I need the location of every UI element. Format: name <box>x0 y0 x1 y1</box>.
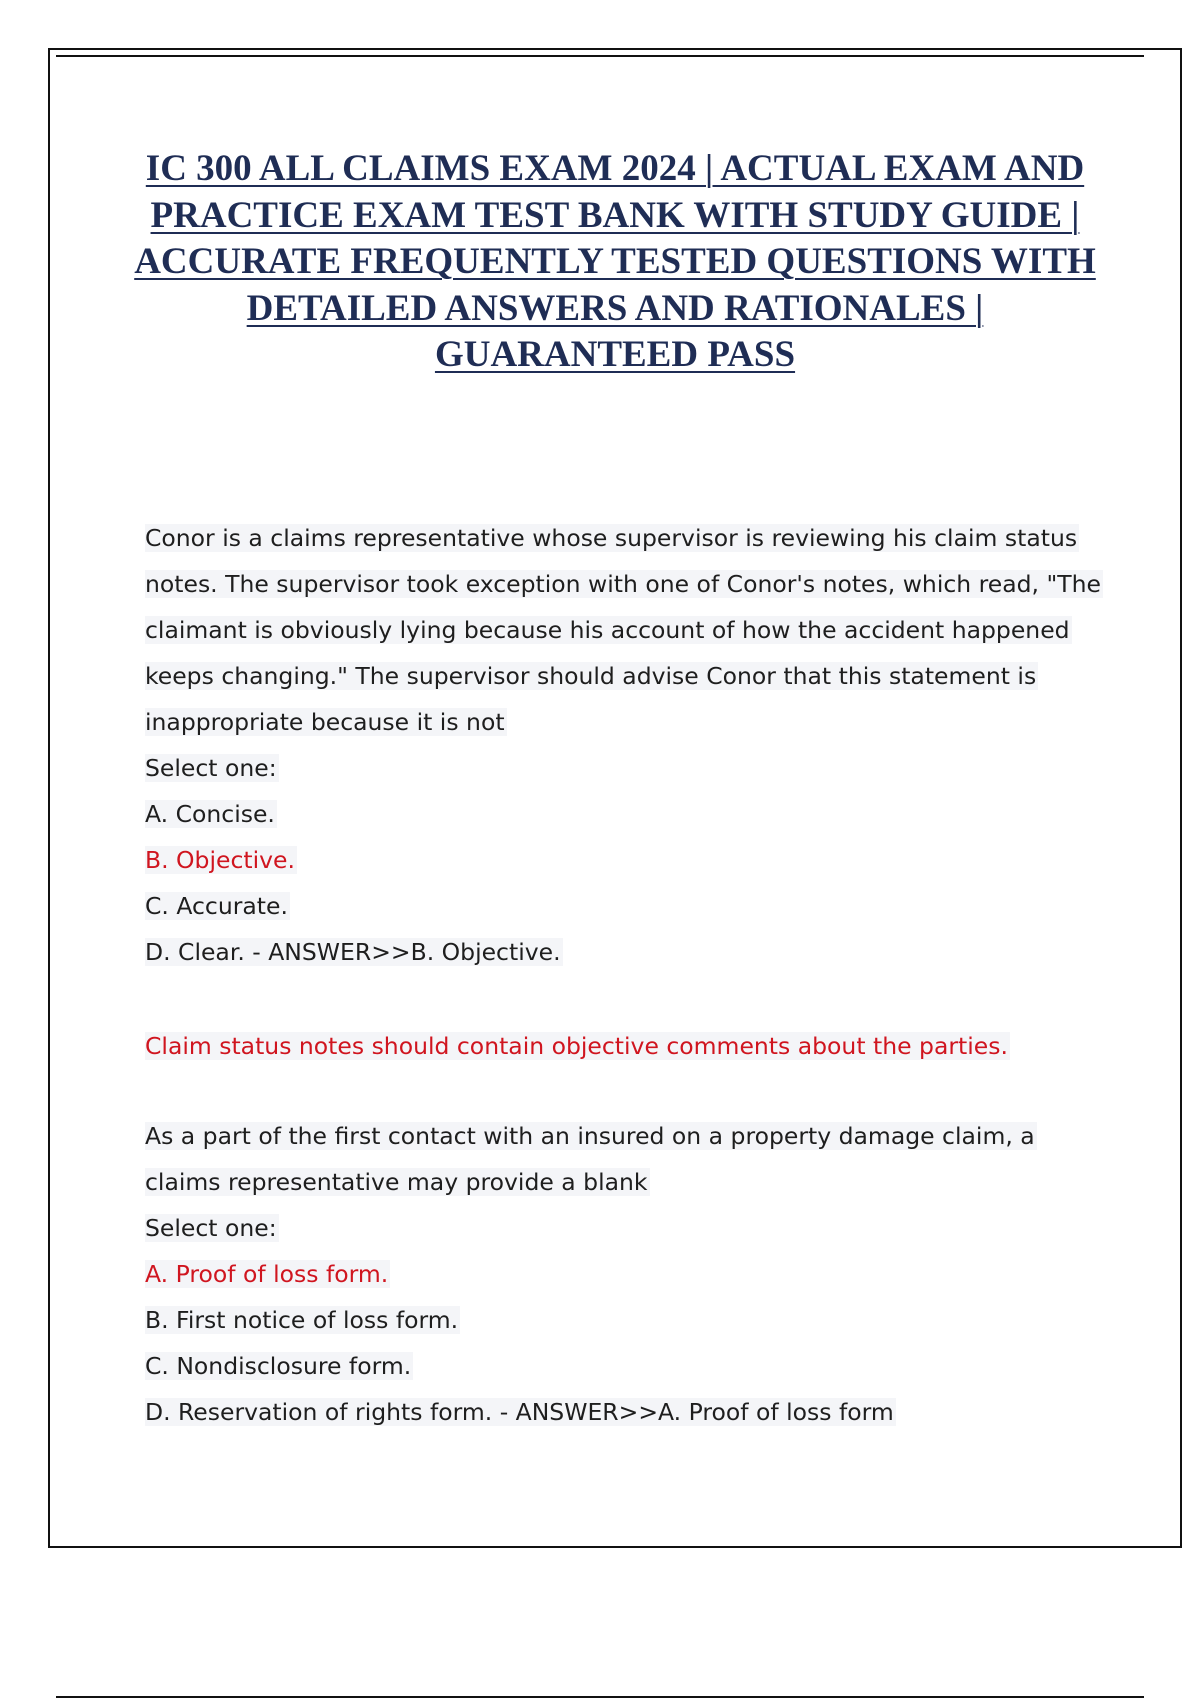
question-1-prompt: Select one: <box>145 754 277 782</box>
question-2-option-c: C. Nondisclosure form. <box>145 1352 412 1380</box>
question-1-option-c: C. Accurate. <box>145 892 288 920</box>
question-1 <box>145 515 1105 975</box>
question-1-explanation: Claim status notes should contain objective comments about the parties. <box>145 1032 1008 1060</box>
question-1-option-a: A. Concise. <box>145 800 275 828</box>
question-1-option-d-answer: D. Clear. - ANSWER>>B. Objective. <box>145 938 561 966</box>
question-2-option-d-answer: D. Reservation of rights form. - ANSWER>>A. Proof of loss form <box>145 1398 894 1426</box>
question-1-option-b-correct: B. Objective. <box>145 846 295 874</box>
question-2-option-a-correct: A. Proof of loss form. <box>145 1260 389 1288</box>
top-divider <box>56 55 1144 57</box>
bottom-divider <box>56 1696 1144 1698</box>
question-2-stem: As a part of the first contact with an insured on a property damage claim, a claims representative may provide a blank <box>145 1122 1035 1196</box>
question-2-prompt: Select one: <box>145 1214 277 1242</box>
question-1-stem: Conor is a claims representative whose supervisor is reviewing his claim status notes. The supervisor took exception with one of Conor's notes, which read, "The claimant is obviously lying because his account of how the accident happened keeps changing." The supervisor should advise Conor that this statement is inappropriate because it is not <box>145 524 1102 736</box>
document-title: IC 300 ALL CLAIMS EXAM 2024 | ACTUAL EXAM AND PRACTICE EXAM TEST BANK WITH STUDY GUIDE | ACCURATE FREQUENTLY TESTED QUESTIONS WITH DETAILED ANSWERS AND RATIONALES | GUARANTEED PASS <box>134 148 1096 375</box>
question-2 <box>145 1113 1105 1435</box>
question-2-option-b: B. First notice of loss form. <box>145 1306 459 1334</box>
question-1-explanation-block <box>145 1023 1105 1069</box>
